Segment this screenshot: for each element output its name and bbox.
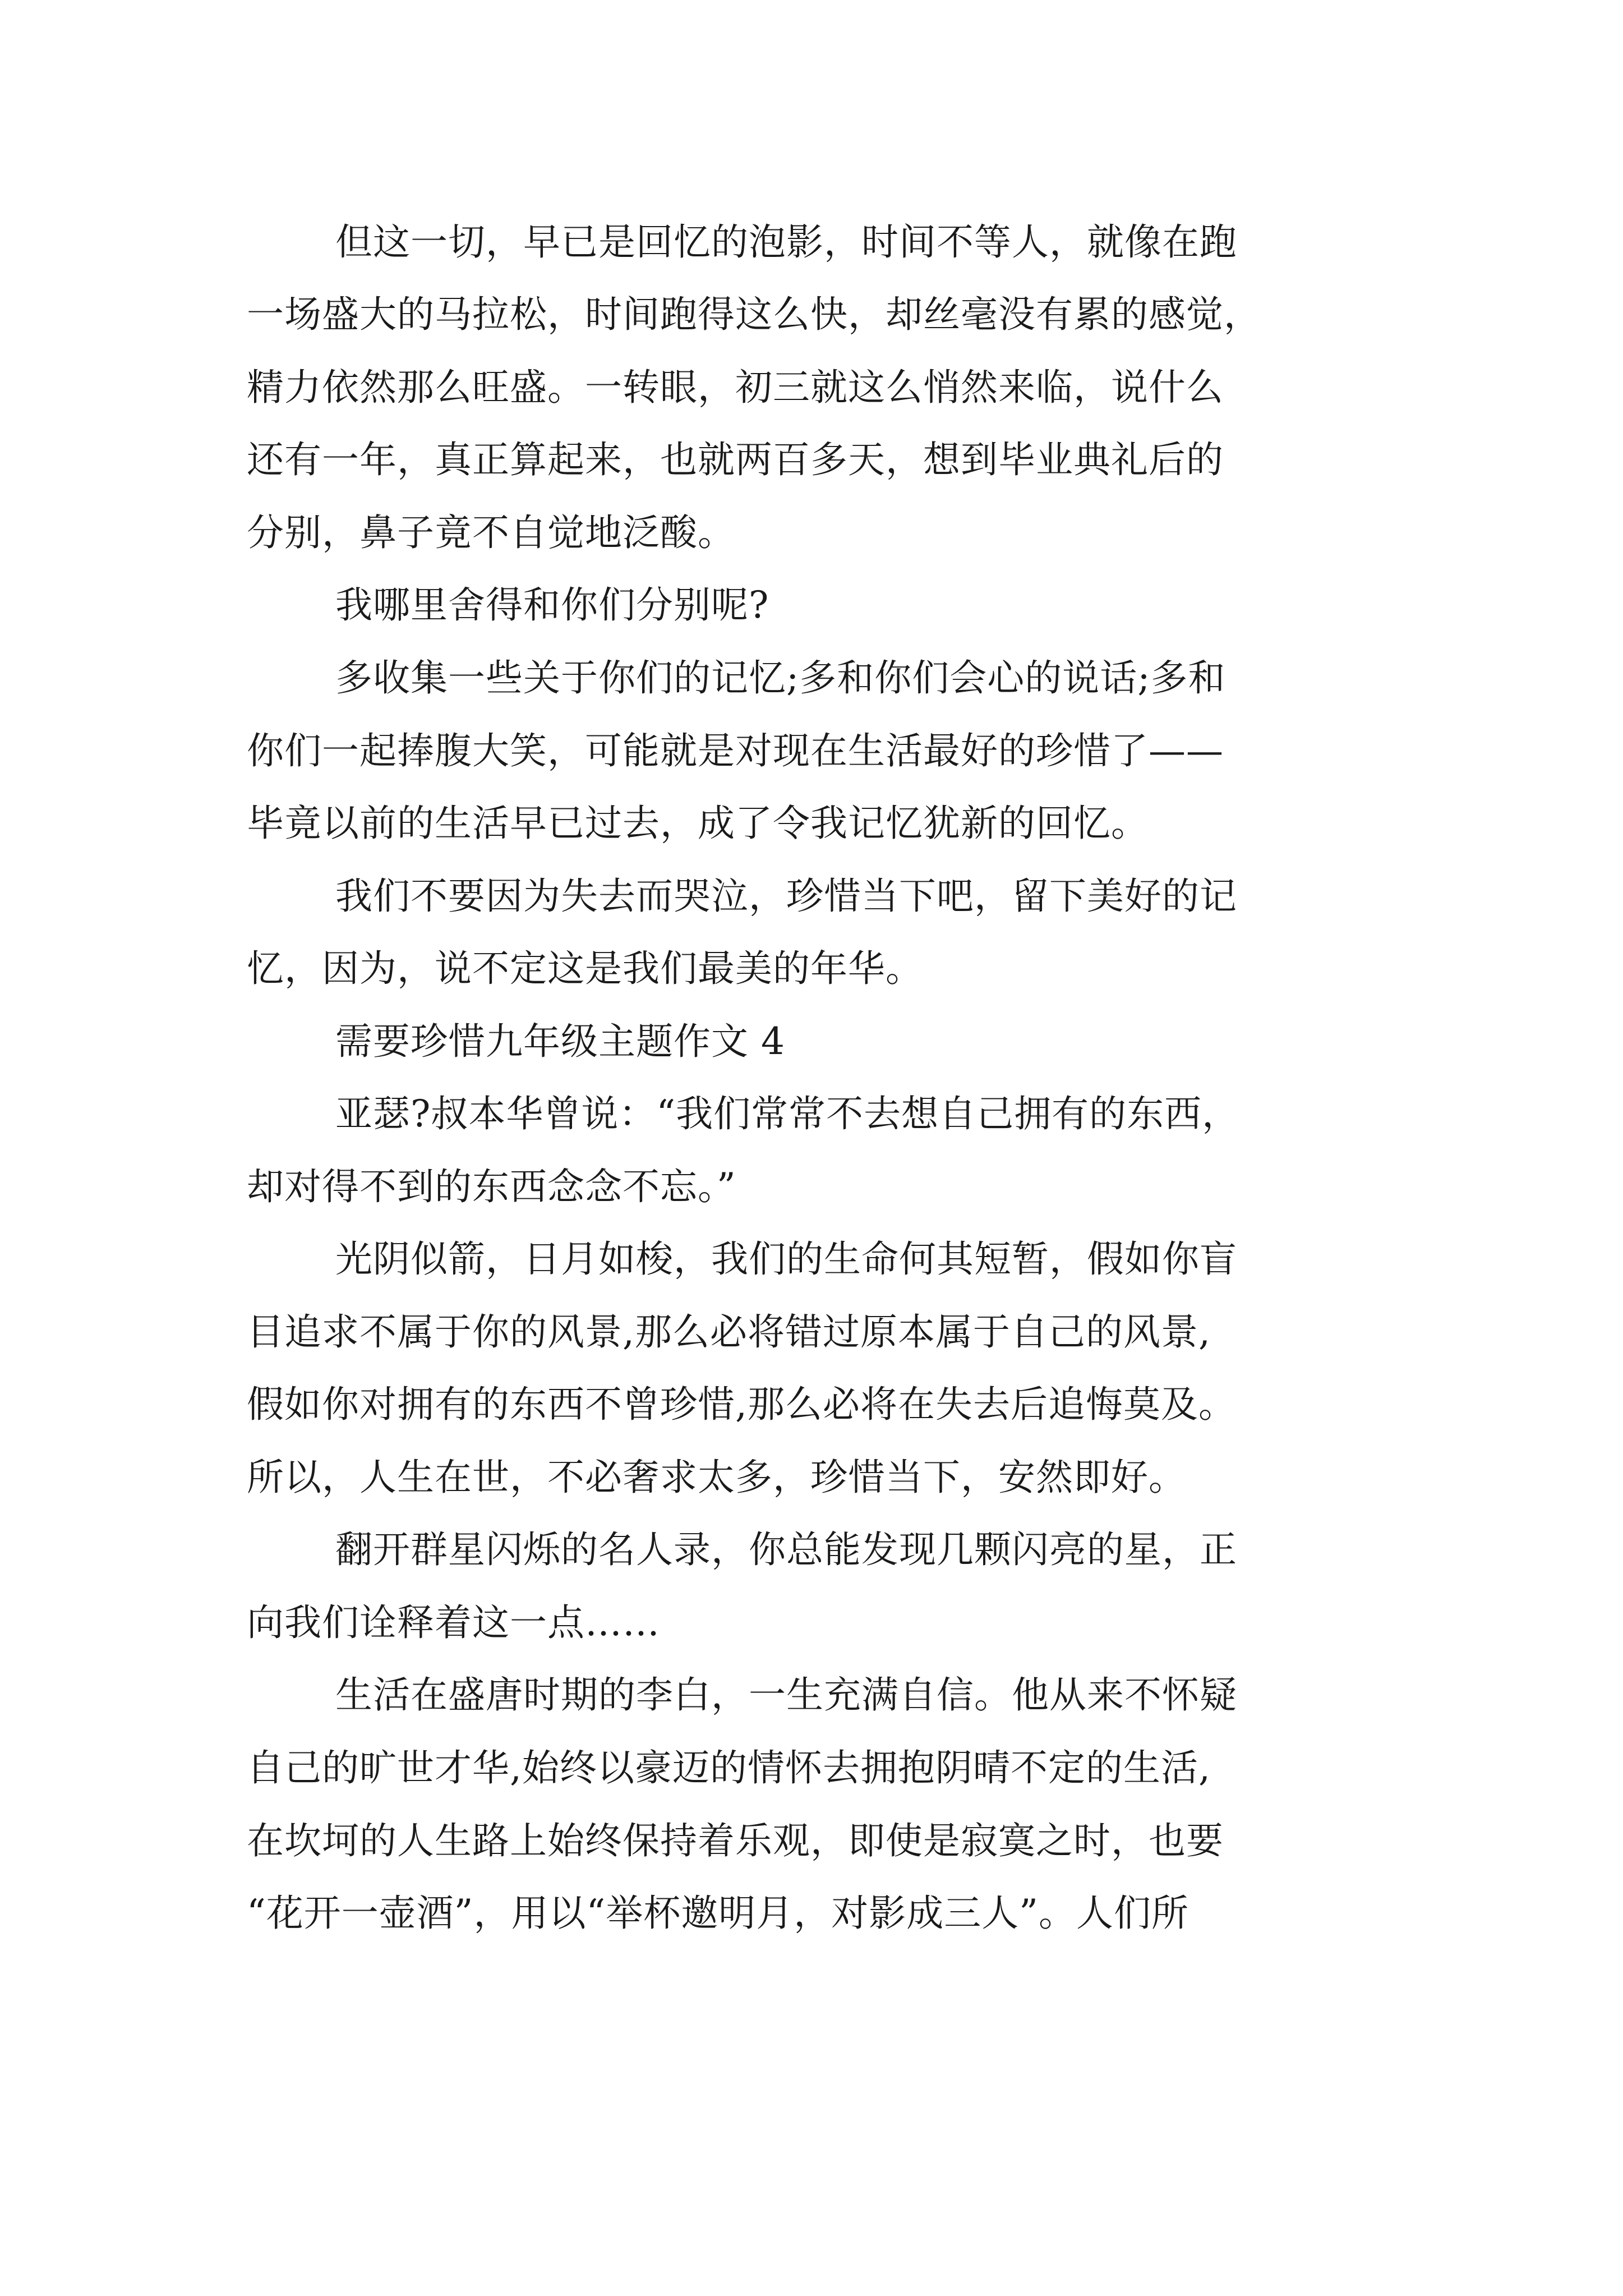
text-line: 翻开群星闪烁的名人录，你总能发现几颗闪亮的星，正 [335, 1528, 1237, 1571]
text-line: 多收集一些关于你们的记忆;多和你们会心的说话;多和 [335, 656, 1226, 700]
text-line: 毕竟以前的生活早已过去，成了令我记忆犹新的回忆。 [247, 802, 1149, 845]
text-line: 忆，因为，说不定这是我们最美的年华。 [247, 947, 923, 990]
text-line: 我们不要因为失去而哭泣，珍惜当下吧，留下美好的记 [335, 875, 1237, 918]
text-line: 分别，鼻子竟不自觉地泛酸。 [247, 511, 735, 554]
text-line: 但这一切，早已是回忆的泡影，时间不等人，就像在跑 [335, 220, 1237, 264]
text-line: 自己的旷世才华,始终以豪迈的情怀去拥抱阴晴不定的生活, [247, 1746, 1211, 1789]
text-line: 生活在盛唐时期的李白，一生充满自信。他从来不怀疑 [335, 1673, 1237, 1717]
section-heading: 需要珍惜九年级主题作文 4 [335, 1020, 785, 1063]
text-line: 还有一年，真正算起来，也就两百多天，想到毕业典礼后的 [247, 438, 1224, 481]
text-line: 在坎坷的人生路上始终保持着乐观，即使是寂寞之时，也要 [247, 1819, 1224, 1862]
text-line: 一场盛大的马拉松，时间跑得这么快，却丝毫没有累的感觉， [247, 293, 1261, 336]
text-line: 亚瑟?叔本华曾说：“我们常常不去想自己拥有的东西， [335, 1092, 1240, 1135]
text-line: “花开一壶酒”，用以“举杯邀明月，对影成三人”。人们所 [247, 1892, 1189, 1935]
text-line: 精力依然那么旺盛。一转眼，初三就这么悄然来临，说什么 [247, 366, 1224, 409]
text-line: 我哪里舍得和你们分别呢? [335, 583, 769, 627]
text-line: 却对得不到的东西念念不忘。” [247, 1165, 736, 1208]
text-line: 向我们诠释着这一点…… [247, 1601, 660, 1644]
text-line: 所以，人生在世，不必奢求太多，珍惜当下，安然即好。 [247, 1456, 1186, 1499]
text-line: 光阴似箭，日月如梭，我们的生命何其短暂，假如你盲 [335, 1237, 1237, 1281]
text-line: 假如你对拥有的东西不曾珍惜,那么必将在失去后追悔莫及。 [247, 1383, 1236, 1426]
text-line: 你们一起捧腹大笑，可能就是对现在生活最好的珍惜了—— [247, 729, 1224, 772]
text-line: 目追求不属于你的风景,那么必将错过原本属于自己的风景, [247, 1310, 1211, 1354]
